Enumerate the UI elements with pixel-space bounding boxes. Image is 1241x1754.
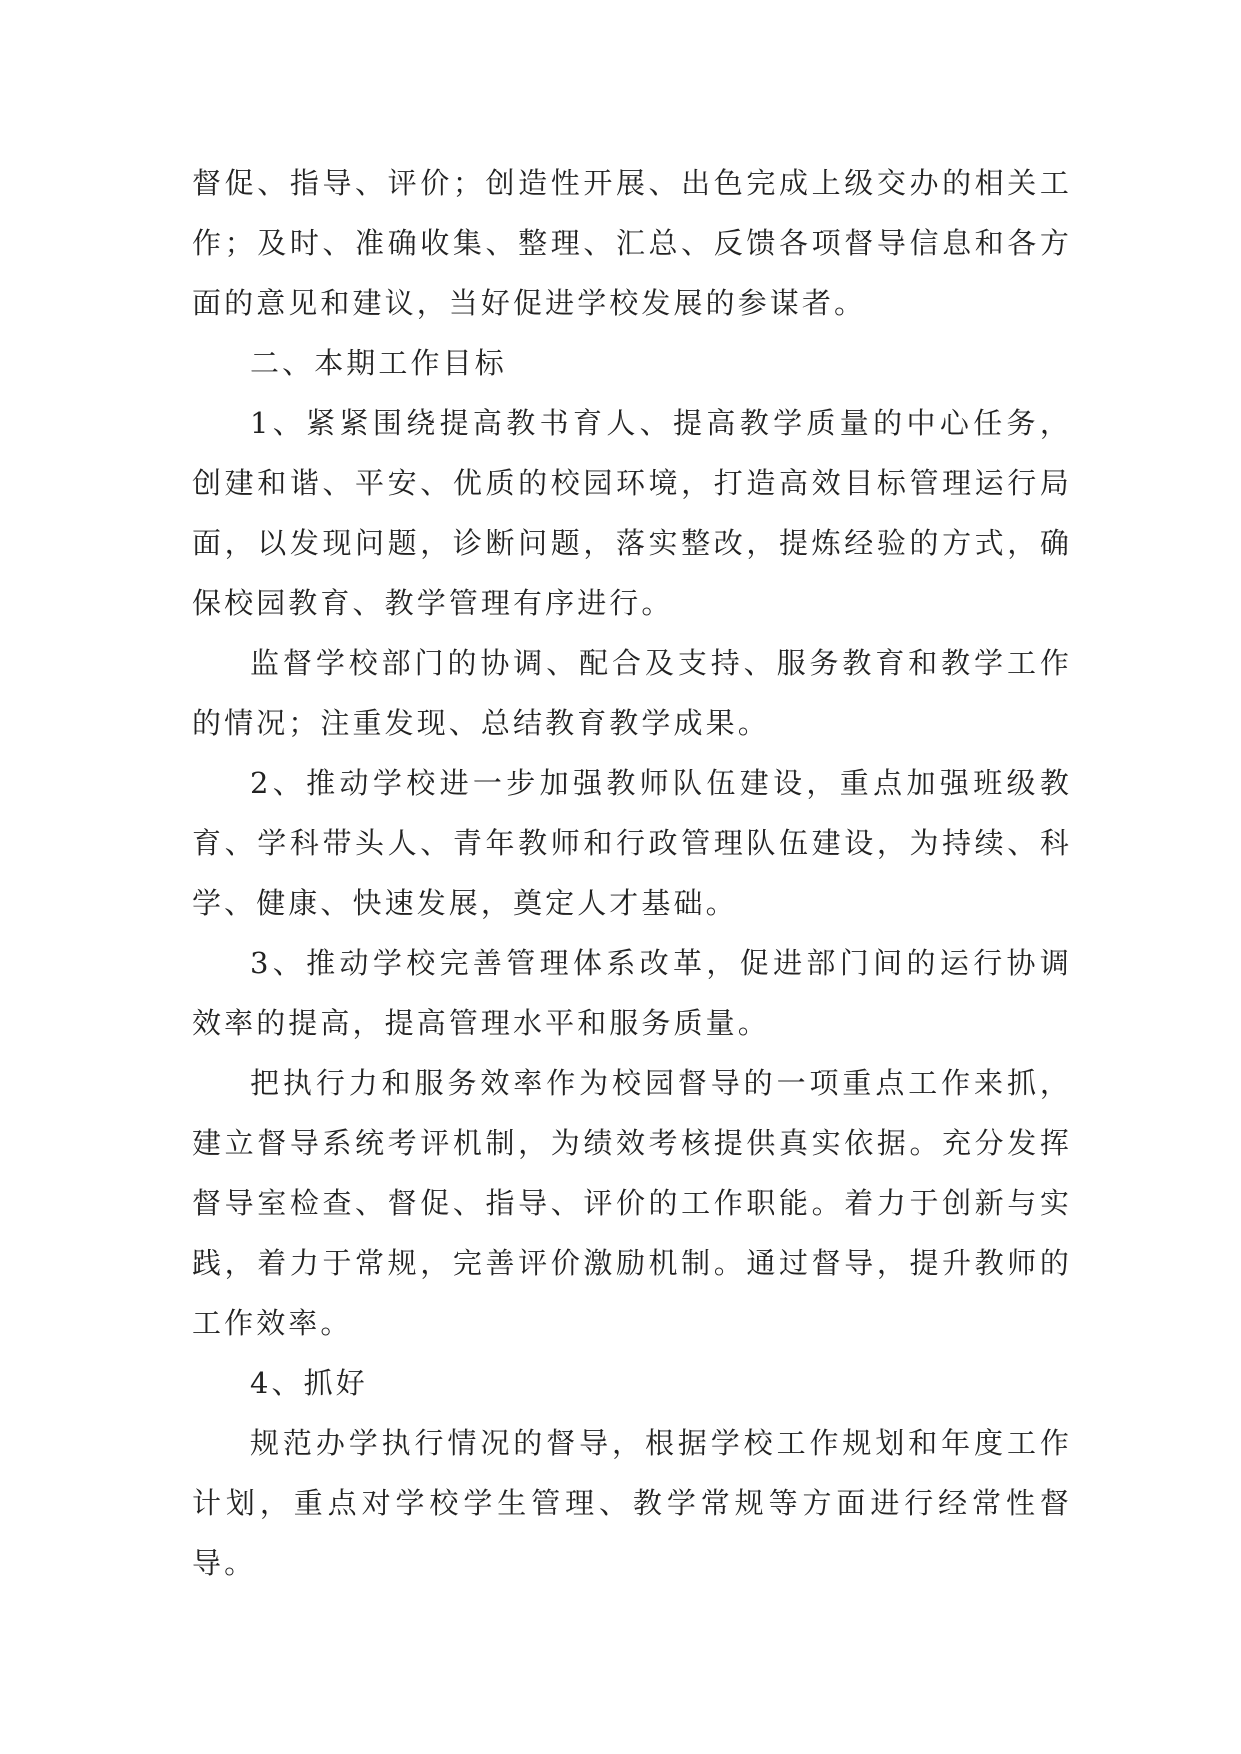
paragraph-goal-1: 1、紧紧围绕提高教书育人、提高教学质量的中心任务，创建和谐、平安、优质的校园环境，打造高效目标管理运行局面，以发现问题，诊断问题，落实整改，提炼经验的方式，确保校园教育、教学管理有序进行。	[192, 406, 1072, 620]
paragraph-continuation: 督促、指导、评价；创造性开展、出色完成上级交办的相关工作；及时、准确收集、整理、汇总、反馈各项督导信息和各方面的意见和建议，当好促进学校发展的参谋者。	[192, 166, 1072, 320]
section-heading: 二、本期工作目标	[250, 346, 507, 380]
paragraph-goal-3: 3、推动学校完善管理体系改革，促进部门间的运行协调效率的提高，提高管理水平和服务质量。	[192, 946, 1072, 1040]
paragraph-standards: 规范办学执行情况的督导，根据学校工作规划和年度工作计划，重点对学校学生管理、教学常规等方面进行经常性督导。	[192, 1426, 1072, 1580]
paragraph-supervision: 监督学校部门的协调、配合及支持、服务教育和教学工作的情况；注重发现、总结教育教学成果。	[192, 646, 1072, 740]
paragraph-goal-4: 4、抓好	[250, 1366, 368, 1400]
paragraph-goal-2: 2、推动学校进一步加强教师队伍建设，重点加强班级教育、学科带头人、青年教师和行政管理队伍建设，为持续、科学、健康、快速发展，奠定人才基础。	[192, 766, 1072, 920]
document-body	[192, 153, 1072, 1593]
paragraph-efficiency: 把执行力和服务效率作为校园督导的一项重点工作来抓，建立督导系统考评机制，为绩效考核提供真实依据。充分发挥督导室检查、督促、指导、评价的工作职能。着力于创新与实践，着力于常规，完善评价激励机制。通过督导，提升教师的工作效率。	[192, 1066, 1072, 1340]
